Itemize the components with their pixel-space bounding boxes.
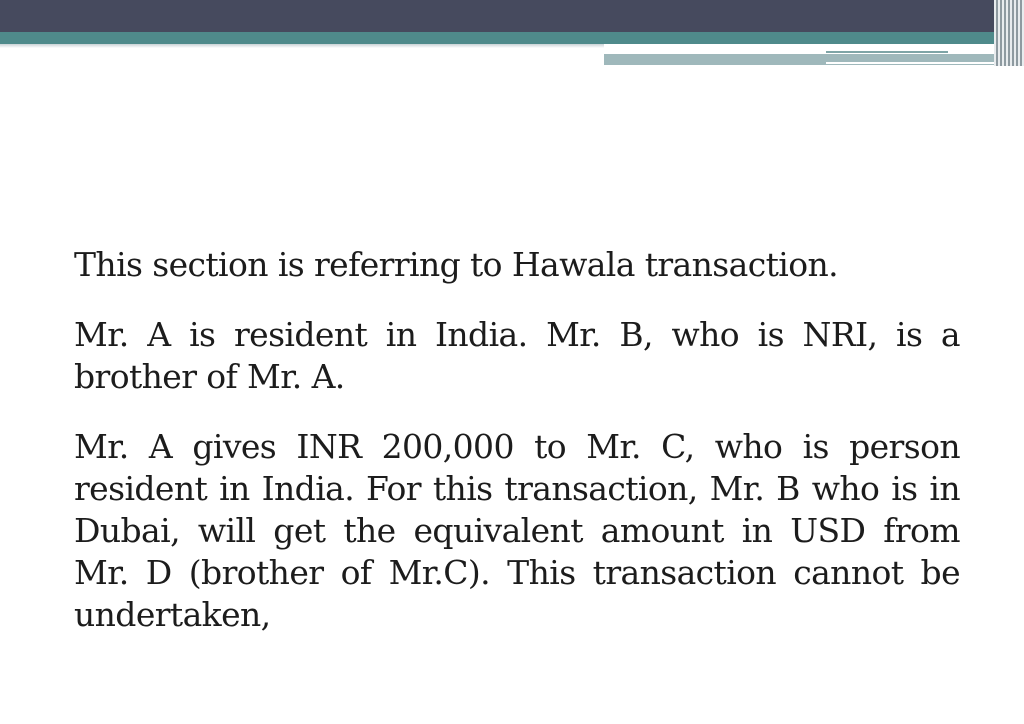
- header-vertical-stripes: [994, 0, 1024, 66]
- paragraph-persons: Mr. A is resident in India. Mr. B, who is NRI, is a brother of Mr. A.: [74, 315, 960, 396]
- header-tab-white: [604, 44, 1024, 54]
- paragraph-transaction: Mr. A gives INR 200,000 to Mr. C, who is person resident in India. For this transaction, Mr. B who is in Dubai, will get the equivalent amount in USD from Mr. D (brother of Mr.C). This transaction cannot be undertaken,: [74, 427, 960, 634]
- header-band-teal: [0, 32, 1024, 44]
- header-tab-accent-line-2: [826, 62, 996, 64]
- header-band-dark: [0, 0, 1024, 32]
- paragraph-intro: This section is referring to Hawala transaction.: [74, 245, 839, 284]
- slide-body: [74, 244, 960, 664]
- header-tab-accent-line: [826, 51, 948, 53]
